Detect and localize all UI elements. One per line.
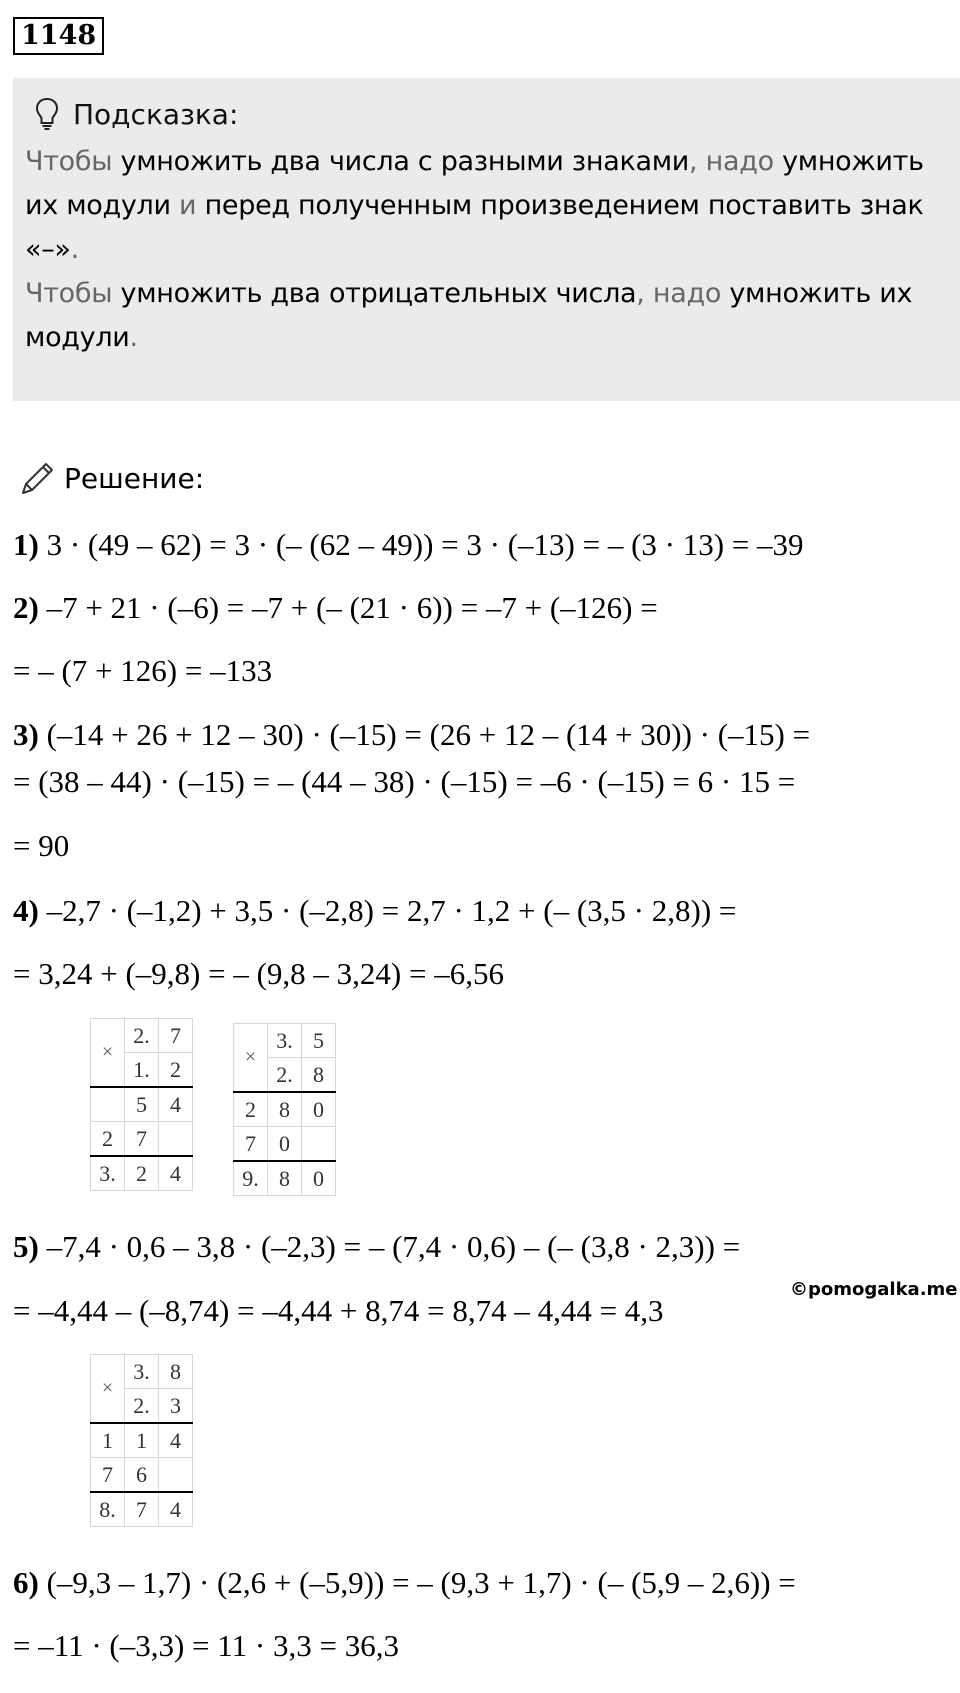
solution-line <box>13 762 795 802</box>
pencil-icon <box>18 458 58 498</box>
solution-line <box>13 715 810 755</box>
task-number: 1148 <box>13 17 104 55</box>
digit-cell: 8 <box>268 1092 302 1127</box>
digit-cell: 8 <box>268 1161 302 1196</box>
hint-text-bold: умножить два отрицательных числа <box>120 278 637 309</box>
digit-cell: 3 <box>159 1389 193 1424</box>
expression: –7,4 · 0,6 – 3,8 · (–2,3) = – (7,4 · 0,6) – (– (3,8 · 2,3)) = <box>38 1229 741 1264</box>
digit-cell: 9. <box>234 1161 268 1196</box>
digit-cell: 8 <box>159 1355 193 1389</box>
hint-box <box>13 78 960 401</box>
hint-text-plain: Чтобы <box>25 146 121 177</box>
expression: (–14 + 26 + 12 – 30) · (–15) = (26 + 12 – (14 + 30)) · (–15) = <box>38 717 811 752</box>
solution-line <box>13 826 69 866</box>
item-number: 4) <box>13 893 39 928</box>
lightbulb-icon <box>35 97 59 131</box>
expression: –2,7 · (–1,2) + 3,5 · (–2,8) = 2,7 · 1,2 + (– (3,5 · 2,8)) = <box>38 893 737 928</box>
solution-line <box>13 525 804 565</box>
multiply-sign: × <box>91 1355 125 1424</box>
digit-cell: 4 <box>159 1087 193 1122</box>
digit-cell: 3. <box>125 1355 159 1389</box>
hint-paragraph-2 <box>25 272 945 360</box>
hint-text-plain: . <box>129 322 138 353</box>
digit-cell: 5 <box>302 1024 336 1058</box>
digit-cell: 6 <box>125 1458 159 1493</box>
digit-cell: 7 <box>125 1122 159 1157</box>
column-multiplication-table <box>233 1023 336 1196</box>
hint-text-bold: перед полученным произведением поставить знак «–» <box>25 190 924 265</box>
solution-line <box>13 651 272 691</box>
multiply-sign: × <box>234 1024 268 1093</box>
item-number: 2) <box>13 590 39 625</box>
digit-cell: 2. <box>268 1058 302 1093</box>
digit-cell: 4 <box>159 1156 193 1191</box>
hint-text-bold: умножить их модули <box>25 146 924 221</box>
digit-cell: 7 <box>91 1458 125 1493</box>
expression: = –4,44 – (–8,74) = –4,44 + 8,74 = 8,74 – 4,44 = 4,3 <box>13 1293 664 1328</box>
digit-cell: 0 <box>268 1127 302 1162</box>
digit-cell: 3. <box>91 1156 125 1191</box>
solution-line <box>13 1227 740 1267</box>
digit-cell: 1. <box>125 1053 159 1088</box>
expression: 3 · (49 – 62) = 3 · (– (62 – 49)) = 3 · (–13) = – (3 · 13) = –39 <box>38 527 804 562</box>
hint-text-plain: Чтобы <box>25 278 121 309</box>
digit-cell: 0 <box>302 1161 336 1196</box>
expression: = –11 · (–3,3) = 11 · 3,3 = 36,3 <box>13 1628 399 1663</box>
solution-line <box>13 1626 399 1666</box>
digit-cell <box>159 1458 193 1493</box>
solution-title-text: Решение: <box>64 461 205 495</box>
solution-line <box>13 1563 796 1603</box>
digit-cell <box>302 1127 336 1162</box>
multiply-sign: × <box>91 1019 125 1088</box>
hint-text-plain: , надо <box>689 146 783 177</box>
item-number: 3) <box>13 717 39 752</box>
digit-cell: 1 <box>125 1423 159 1458</box>
solution-title <box>18 456 204 500</box>
digit-cell: 2. <box>125 1019 159 1053</box>
digit-cell: 8 <box>302 1058 336 1093</box>
digit-cell: 1 <box>91 1423 125 1458</box>
expression: = 90 <box>13 828 70 863</box>
item-number: 1) <box>13 527 39 562</box>
hint-text-bold: умножить два числа с разными знаками <box>120 146 690 177</box>
hint-paragraph-1 <box>25 140 945 272</box>
expression: = 3,24 + (–9,8) = – (9,8 – 3,24) = –6,56 <box>13 956 504 991</box>
digit-cell: 2 <box>159 1053 193 1088</box>
item-number: 5) <box>13 1229 39 1264</box>
item-number: 6) <box>13 1565 39 1600</box>
digit-cell: 7 <box>234 1127 268 1162</box>
watermark: ©pomogalka.me <box>790 1279 958 1300</box>
hint-text-plain: и <box>170 190 205 221</box>
solution-line <box>13 1291 664 1331</box>
column-multiplication-table <box>90 1018 193 1191</box>
hint-title-text: Подсказка: <box>73 97 239 131</box>
digit-cell <box>159 1122 193 1157</box>
solution-line <box>13 891 736 931</box>
expression: = (38 – 44) · (–15) = – (44 – 38) · (–15) = –6 · (–15) = 6 · 15 = <box>13 764 796 799</box>
column-multiplication-table <box>90 1354 193 1527</box>
digit-cell: 7 <box>159 1019 193 1053</box>
expression: = – (7 + 126) = –133 <box>13 653 273 688</box>
digit-cell: 2 <box>234 1092 268 1127</box>
solution-line <box>13 954 504 994</box>
hint-text <box>25 140 945 360</box>
digit-cell <box>91 1087 125 1122</box>
hint-text-plain: . <box>70 234 79 265</box>
digit-cell: 0 <box>302 1092 336 1127</box>
hint-text-bold: умножить их модули <box>25 278 913 353</box>
digit-cell: 8. <box>91 1492 125 1527</box>
digit-cell: 2. <box>125 1389 159 1424</box>
hint-title <box>35 94 238 134</box>
expression: –7 + 21 · (–6) = –7 + (– (21 · 6)) = –7 + (–126) = <box>38 590 658 625</box>
digit-cell: 4 <box>159 1423 193 1458</box>
expression: (–9,3 – 1,7) · (2,6 + (–5,9)) = – (9,3 + 1,7) · (– (5,9 – 2,6)) = <box>38 1565 796 1600</box>
digit-cell: 4 <box>159 1492 193 1527</box>
hint-text-plain: , надо <box>636 278 730 309</box>
digit-cell: 7 <box>125 1492 159 1527</box>
digit-cell: 5 <box>125 1087 159 1122</box>
digit-cell: 2 <box>125 1156 159 1191</box>
solution-line <box>13 588 658 628</box>
digit-cell: 3. <box>268 1024 302 1058</box>
digit-cell: 2 <box>91 1122 125 1157</box>
